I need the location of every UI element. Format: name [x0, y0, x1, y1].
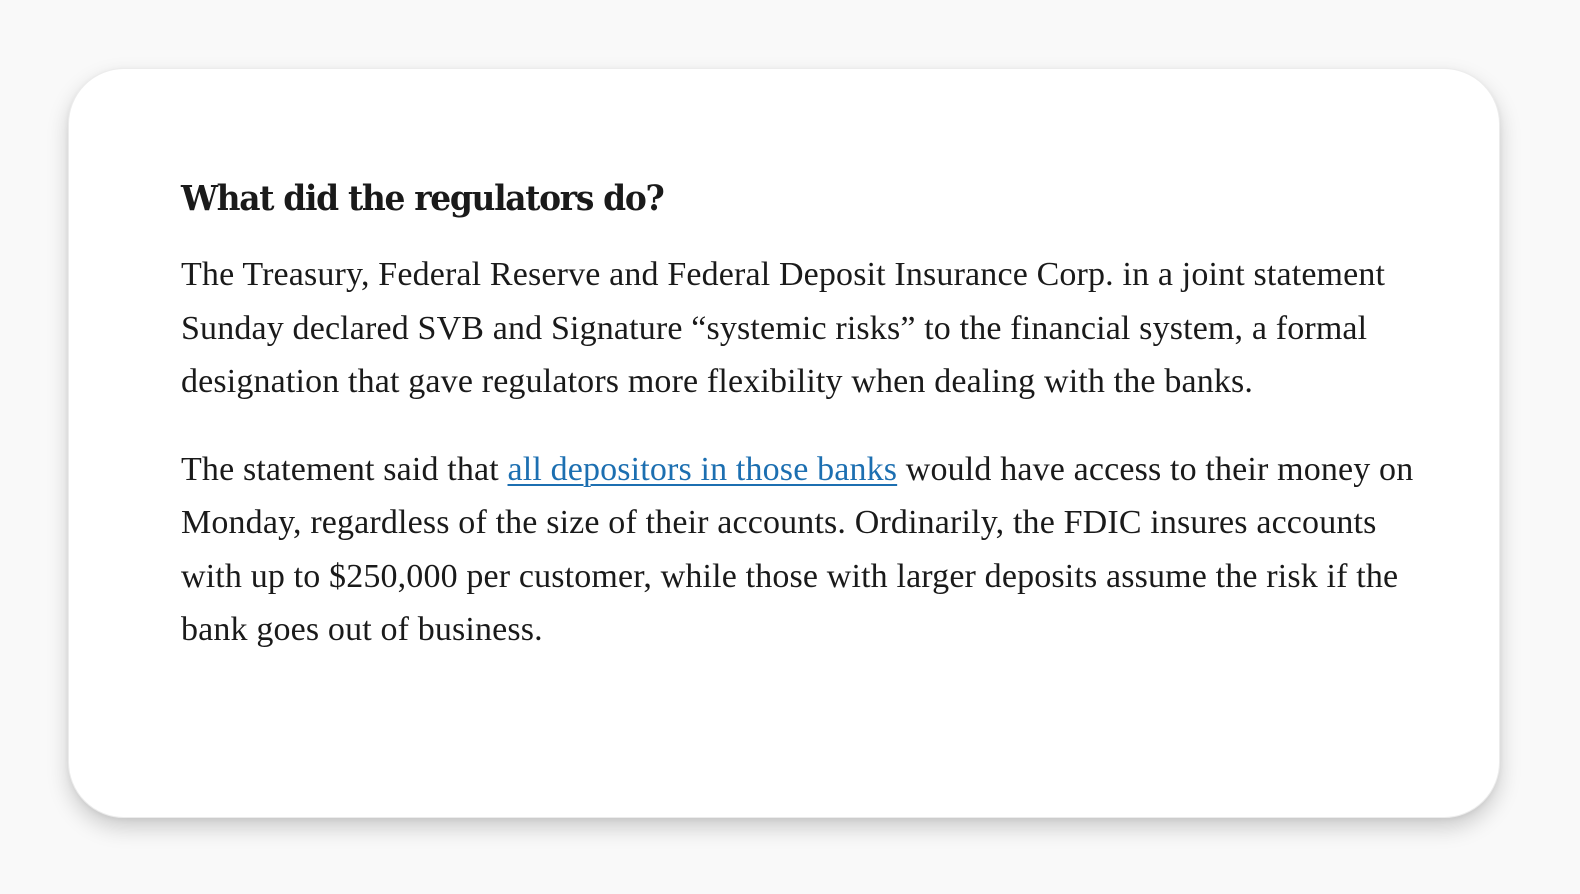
depositors-link[interactable]: all depositors in those banks [507, 450, 898, 488]
paragraph-text-before-link: The statement said that [181, 450, 508, 488]
article-body [181, 169, 1421, 657]
paragraph-depositors-access [181, 443, 1421, 657]
paragraph-text-after-link: would have access to their money on Monday, regardless of the size of their accounts. Ordinarily, the FDIC insures accounts with up to $250,000 per customer, while those with larger deposits assume the risk if the bank goes out of business. [181, 450, 1414, 648]
section-heading: What did the regulators do? [181, 178, 664, 219]
article-card [68, 68, 1500, 818]
paragraph-regulators-statement: The Treasury, Federal Reserve and Federal Deposit Insurance Corp. in a joint statement Sunday declared SVB and Signature “systemic risks” to the financial system, a formal designation that gave regulators more flexibility when dealing with the banks. [181, 256, 1386, 400]
